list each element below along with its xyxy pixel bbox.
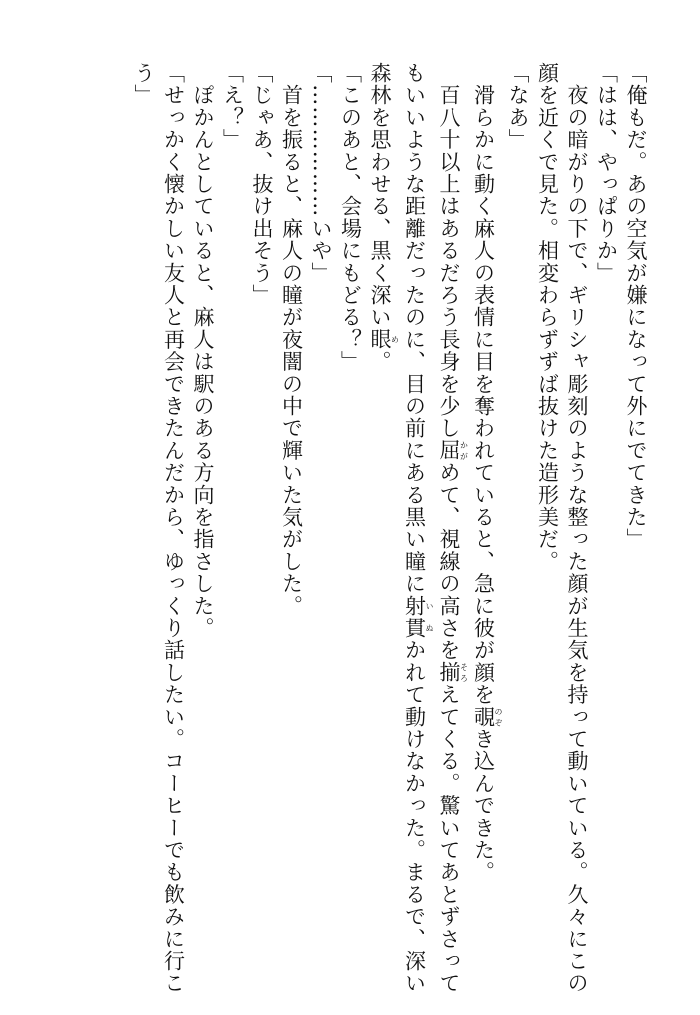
dialogue-line-5: 「なあ」 <box>506 62 530 151</box>
narration-line-3: 夜の暗がりの下で、ギリシャ彫刻のような整った顔が生気を持って動いている。久々にこの <box>565 62 589 995</box>
dialogue-line-16: 「せっかく懐かしい友人と再会できたんだから、ゆっくり話したい。コーヒーでも飲みに行こ <box>161 62 186 995</box>
dialogue-line-11: 「………………いや」 <box>309 62 333 284</box>
narration-line-8: もいいような距離だったのに、目の前にある黒い瞳に射貫いぬかれて動けなかった。まるで、深い <box>402 62 434 995</box>
narration-line-9: 森林を思わせる、黒く深い眼め。 <box>368 62 400 373</box>
ruby-inu: 射貫いぬ <box>402 594 434 640</box>
narration-line-12: 首を振ると、麻人の瞳が夜闇の中で輝いた気がした。 <box>279 62 304 617</box>
narration-line-15: ぽかんとしていると、麻人は駅のある方向を指さした。 <box>191 62 215 640</box>
narration-line-4: 顔を近くで見た。相変わらずずば抜けた造形美だ。 <box>535 62 560 573</box>
dialogue-line-2: 「はは、やっぱりか」 <box>594 62 619 284</box>
dialogue-line-13: 「じゃあ、抜け出そう」 <box>250 62 274 307</box>
ruby-soro: 揃そろ <box>437 661 469 684</box>
dialogue-line-14: 「え？」 <box>220 62 245 151</box>
narration-line-7: 百八十以上はあるだろう長身を少し屈かがめて、視線の高さを揃そろえてくる。驚いてあとずさって <box>437 62 469 995</box>
ruby-kaga: 屈かが <box>437 439 469 462</box>
narration-line-6: 滑らかに動く麻人の表情に目を奪われていると、急に彼が顔を覗のぞき込んできた。 <box>471 62 503 884</box>
dialogue-line-1: 「俺もだ。あの空気が嫌になって外にでてきた」 <box>624 62 648 551</box>
dialogue-line-17: う」 <box>132 62 156 107</box>
ruby-nozoki: 覗のぞ <box>471 705 503 729</box>
dialogue-line-10: 「このあと、会場にもどる？」 <box>338 62 363 373</box>
vertical-text-body <box>90 62 650 1012</box>
ruby-me: 眼め <box>368 328 400 351</box>
